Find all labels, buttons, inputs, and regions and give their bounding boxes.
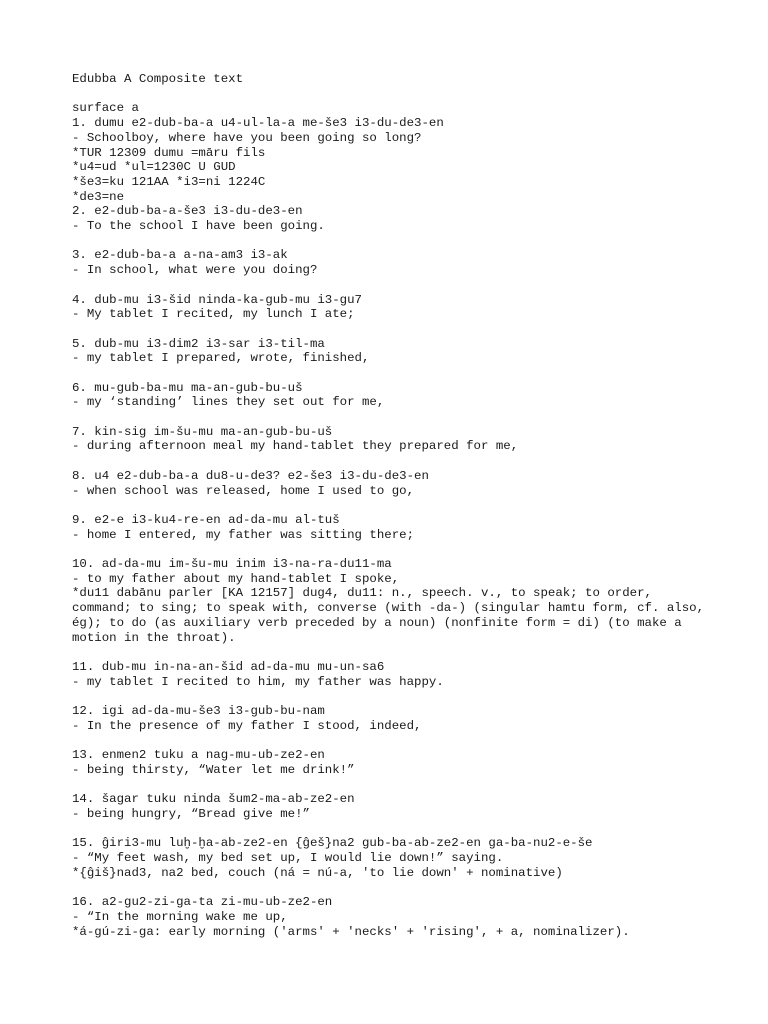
sumerian-line: 3. e2-dub-ba-a a-na-am3 i3-ak [72, 248, 288, 263]
entry-block [72, 792, 712, 821]
entry-block [72, 704, 712, 733]
entry-block [72, 293, 712, 322]
translation-line: - when school was released, home I used to go, [72, 483, 415, 498]
translation-line: - My tablet I recited, my lunch I ate; [72, 307, 355, 322]
sumerian-line: 11. dub-mu in-na-an-šid ad-da-mu mu-un-sa6 [72, 659, 385, 674]
entry-block [72, 469, 712, 498]
sumerian-line: 8. u4 e2-dub-ba-a du8-u-de3? e2-še3 i3-du-de3-en [72, 468, 429, 483]
sumerian-line: 13. enmen2 tuku a nag-mu-ub-ze2-en [72, 748, 325, 763]
entry-block [72, 557, 712, 645]
sumerian-line: 15. ĝiri3-mu luḫ-ḫa-ab-ze2-en {ĝeš}na2 gub-ba-ab-ze2-en ga-ba-nu2-e-še [72, 836, 593, 851]
spacer [72, 454, 712, 469]
spacer [72, 322, 712, 337]
sumerian-line: 10. ad-da-mu im-šu-mu inim i3-na-ra-du11-ma [72, 557, 392, 572]
translation-line: - during afternoon meal my hand-tablet they prepared for me, [72, 439, 519, 454]
entry-block [72, 660, 712, 689]
translation-line: - In school, what were you doing? [72, 263, 318, 278]
spacer [72, 498, 712, 513]
sumerian-line: 12. igi ad-da-mu-še3 i3-gub-bu-nam [72, 704, 325, 719]
gloss-note: *á-gú-zi-ga: early morning ('arms' + 'necks' + 'rising', + a, nominalizer). [72, 924, 630, 939]
translation-line: - “In the morning wake me up, [72, 909, 288, 924]
gloss-note: *{ĝiš}nad3, na2 bed, couch (ná = nú-a, 'to lie down' + nominative) [72, 865, 563, 880]
entries-list [72, 116, 712, 939]
translation-line: - In the presence of my father I stood, indeed, [72, 718, 422, 733]
translation-line: - Schoolboy, where have you been going so long? [72, 130, 422, 145]
spacer [72, 822, 712, 837]
sumerian-line: 7. kin-sig im-šu-mu ma-an-gub-bu-uš [72, 424, 333, 439]
entry-block [72, 337, 712, 366]
spacer [72, 366, 712, 381]
gloss-note: *u4=ud *ul=1230C U GUD [72, 160, 236, 175]
sumerian-line: 16. a2-gu2-zi-ga-ta zi-mu-ub-ze2-en [72, 895, 333, 910]
entry-block [72, 116, 712, 234]
spacer [72, 410, 712, 425]
entry-block [72, 513, 712, 542]
sumerian-line: 6. mu-gub-ba-mu ma-an-gub-bu-uš [72, 380, 303, 395]
spacer [72, 645, 712, 660]
sumerian-line: 5. dub-mu i3-dim2 i3-sar i3-til-ma [72, 336, 325, 351]
translation-line: - my ‘standing’ lines they set out for me, [72, 395, 385, 410]
spacer [72, 234, 712, 249]
spacer [72, 778, 712, 793]
entry-block [72, 381, 712, 410]
spacer [72, 689, 712, 704]
sumerian-line: 14. šagar tuku ninda šum2-ma-ab-ze2-en [72, 792, 355, 807]
spacer [72, 733, 712, 748]
spacer [72, 278, 712, 293]
translation-line: - to my father about my hand-tablet I spoke, [72, 571, 400, 586]
entry-block [72, 748, 712, 777]
spacer [72, 880, 712, 895]
translation-line: - home I entered, my father was sitting there; [72, 527, 415, 542]
surface-label: surface a [72, 101, 139, 116]
gloss-note: *de3=ne [72, 189, 125, 204]
entry-block [72, 248, 712, 277]
entry-block [72, 895, 712, 939]
sumerian-line: 9. e2-e i3-ku4-re-en ad-da-mu al-tuš [72, 512, 340, 527]
translation-line: - my tablet I prepared, wrote, finished, [72, 351, 370, 366]
gloss-note: *du11 dabānu parler [KA 12157] dug4, du11: n., speech. v., to speak; to order, command; to sing; to speak with, converse (with -da-) (singular hamtu form, cf. also, ég); to do (as auxiliary verb preceded by a noun) (nonfinite form = di) (to make a motion in the throat). [72, 586, 712, 645]
translation-line: - my tablet I recited to him, my father was happy. [72, 674, 444, 689]
sumerian-line: 1. dumu e2-dub-ba-a u4-ul-la-a me-še3 i3-du-de3-en [72, 116, 444, 131]
sumerian-line: 2. e2-dub-ba-a-še3 i3-du-de3-en [72, 204, 303, 219]
gloss-note: *TUR 12309 dumu =māru fils [72, 145, 266, 160]
spacer [72, 542, 712, 557]
document [72, 72, 712, 939]
spacer [72, 87, 712, 102]
translation-line: - being hungry, “Bread give me!” [72, 806, 310, 821]
translation-line: - being thirsty, “Water let me drink!” [72, 762, 355, 777]
sumerian-line: 4. dub-mu i3-šid ninda-ka-gub-mu i3-gu7 [72, 292, 362, 307]
translation-line: - “My feet wash, my bed set up, I would lie down!” saying. [72, 851, 504, 866]
entry-block [72, 836, 712, 880]
document-title: Edubba A Composite text [72, 72, 244, 86]
gloss-note: *še3=ku 121AA *i3=ni 1224C [72, 174, 266, 189]
entry-block [72, 425, 712, 454]
translation-line: - To the school I have been going. [72, 219, 325, 234]
